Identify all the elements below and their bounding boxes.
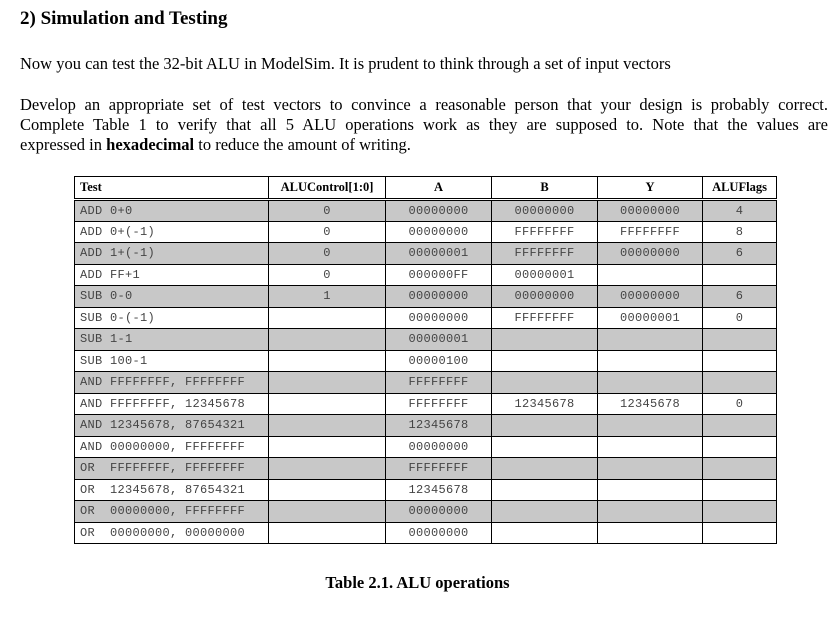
a-cell: 00000000 bbox=[386, 286, 492, 308]
aluflags-cell: 0 bbox=[703, 307, 777, 329]
instructions-paragraph bbox=[20, 95, 828, 155]
test-cell: AND FFFFFFFF, FFFFFFFF bbox=[75, 372, 269, 394]
y-cell: 12345678 bbox=[598, 393, 703, 415]
test-cell: SUB 0-(-1) bbox=[75, 307, 269, 329]
aluflags-cell bbox=[703, 372, 777, 394]
aluflags-cell: 0 bbox=[703, 393, 777, 415]
b-cell: 00000000 bbox=[492, 200, 598, 222]
y-cell bbox=[598, 372, 703, 394]
test-cell: ADD 0+(-1) bbox=[75, 221, 269, 243]
aluflags-cell: 8 bbox=[703, 221, 777, 243]
a-cell: FFFFFFFF bbox=[386, 458, 492, 480]
y-cell bbox=[598, 329, 703, 351]
alucontrol-cell bbox=[269, 501, 386, 523]
aluflags-cell: 6 bbox=[703, 286, 777, 308]
instructions-line-2: Complete Table 1 to verify that all 5 ALU operations work as they are supposed to. Note that the values are bbox=[20, 115, 828, 134]
a-cell: 00000000 bbox=[386, 522, 492, 544]
y-cell bbox=[598, 436, 703, 458]
alucontrol-cell bbox=[269, 415, 386, 437]
a-cell: 00000100 bbox=[386, 350, 492, 372]
y-cell bbox=[598, 479, 703, 501]
table-row bbox=[75, 200, 777, 222]
y-cell bbox=[598, 264, 703, 286]
test-cell: ADD 0+0 bbox=[75, 200, 269, 222]
table-row bbox=[75, 307, 777, 329]
alucontrol-cell bbox=[269, 372, 386, 394]
table-row bbox=[75, 522, 777, 544]
b-cell bbox=[492, 415, 598, 437]
header-y: Y bbox=[598, 177, 703, 200]
test-cell: AND 12345678, 87654321 bbox=[75, 415, 269, 437]
b-cell bbox=[492, 372, 598, 394]
b-cell: 00000000 bbox=[492, 286, 598, 308]
y-cell: 00000000 bbox=[598, 243, 703, 265]
test-cell: OR FFFFFFFF, FFFFFFFF bbox=[75, 458, 269, 480]
instructions-line-3-end: to reduce the amount of writing. bbox=[194, 135, 411, 154]
table-row bbox=[75, 350, 777, 372]
b-cell: 12345678 bbox=[492, 393, 598, 415]
header-aluflags: ALUFlags bbox=[703, 177, 777, 200]
b-cell: FFFFFFFF bbox=[492, 221, 598, 243]
y-cell: 00000001 bbox=[598, 307, 703, 329]
a-cell: FFFFFFFF bbox=[386, 372, 492, 394]
b-cell: FFFFFFFF bbox=[492, 307, 598, 329]
alu-operations-table bbox=[74, 176, 777, 544]
a-cell: 12345678 bbox=[386, 415, 492, 437]
test-cell: ADD FF+1 bbox=[75, 264, 269, 286]
y-cell: 00000000 bbox=[598, 286, 703, 308]
intro-paragraph: Now you can test the 32-bit ALU in ModelSim. It is prudent to think through a set of input vectors bbox=[20, 54, 671, 73]
table-row bbox=[75, 458, 777, 480]
table-row bbox=[75, 372, 777, 394]
aluflags-cell bbox=[703, 436, 777, 458]
header-test: Test bbox=[75, 177, 269, 200]
b-cell bbox=[492, 329, 598, 351]
alucontrol-cell bbox=[269, 436, 386, 458]
aluflags-cell bbox=[703, 350, 777, 372]
alucontrol-cell: 0 bbox=[269, 264, 386, 286]
alucontrol-cell bbox=[269, 479, 386, 501]
table-body bbox=[75, 200, 777, 544]
table-row bbox=[75, 501, 777, 523]
b-cell bbox=[492, 350, 598, 372]
aluflags-cell bbox=[703, 264, 777, 286]
b-cell: FFFFFFFF bbox=[492, 243, 598, 265]
section-heading: 2) Simulation and Testing bbox=[20, 8, 228, 29]
header-a: A bbox=[386, 177, 492, 200]
table-row bbox=[75, 393, 777, 415]
table-row bbox=[75, 221, 777, 243]
y-cell bbox=[598, 501, 703, 523]
test-cell: OR 00000000, 00000000 bbox=[75, 522, 269, 544]
alucontrol-cell bbox=[269, 329, 386, 351]
instructions-line-1: Develop an appropriate set of test vectors to convince a reasonable person that your design is probably correct. bbox=[20, 95, 828, 114]
alucontrol-cell bbox=[269, 522, 386, 544]
table-row bbox=[75, 436, 777, 458]
header-alucontrol: ALUControl[1:0] bbox=[269, 177, 386, 200]
aluflags-cell: 6 bbox=[703, 243, 777, 265]
test-cell: OR 12345678, 87654321 bbox=[75, 479, 269, 501]
test-cell: SUB 100-1 bbox=[75, 350, 269, 372]
test-cell: AND 00000000, FFFFFFFF bbox=[75, 436, 269, 458]
alucontrol-cell bbox=[269, 458, 386, 480]
b-cell bbox=[492, 501, 598, 523]
a-cell: FFFFFFFF bbox=[386, 393, 492, 415]
test-cell: SUB 0-0 bbox=[75, 286, 269, 308]
y-cell bbox=[598, 522, 703, 544]
alucontrol-cell: 0 bbox=[269, 243, 386, 265]
table-header-row bbox=[75, 177, 777, 200]
table-row bbox=[75, 264, 777, 286]
aluflags-cell bbox=[703, 458, 777, 480]
alucontrol-cell bbox=[269, 350, 386, 372]
alucontrol-cell bbox=[269, 307, 386, 329]
y-cell bbox=[598, 415, 703, 437]
aluflags-cell bbox=[703, 501, 777, 523]
a-cell: 00000000 bbox=[386, 221, 492, 243]
y-cell bbox=[598, 350, 703, 372]
y-cell: FFFFFFFF bbox=[598, 221, 703, 243]
table-row bbox=[75, 479, 777, 501]
y-cell: 00000000 bbox=[598, 200, 703, 222]
table-row bbox=[75, 329, 777, 351]
instructions-line-3 bbox=[20, 135, 828, 155]
table-row bbox=[75, 415, 777, 437]
hexadecimal-emphasis: hexadecimal bbox=[106, 135, 195, 154]
test-cell: AND FFFFFFFF, 12345678 bbox=[75, 393, 269, 415]
b-cell: 00000001 bbox=[492, 264, 598, 286]
table-row bbox=[75, 243, 777, 265]
alucontrol-cell: 0 bbox=[269, 200, 386, 222]
y-cell bbox=[598, 458, 703, 480]
table-row bbox=[75, 286, 777, 308]
test-cell: OR 00000000, FFFFFFFF bbox=[75, 501, 269, 523]
aluflags-cell bbox=[703, 479, 777, 501]
a-cell: 00000000 bbox=[386, 200, 492, 222]
b-cell bbox=[492, 436, 598, 458]
aluflags-cell bbox=[703, 415, 777, 437]
b-cell bbox=[492, 458, 598, 480]
b-cell bbox=[492, 479, 598, 501]
table-caption: Table 2.1. ALU operations bbox=[325, 573, 510, 592]
test-cell: ADD 1+(-1) bbox=[75, 243, 269, 265]
alucontrol-cell: 1 bbox=[269, 286, 386, 308]
test-cell: SUB 1-1 bbox=[75, 329, 269, 351]
b-cell bbox=[492, 522, 598, 544]
aluflags-cell bbox=[703, 329, 777, 351]
a-cell: 000000FF bbox=[386, 264, 492, 286]
header-b: B bbox=[492, 177, 598, 200]
instructions-line-3-start: expressed in bbox=[20, 135, 107, 154]
a-cell: 00000001 bbox=[386, 243, 492, 265]
a-cell: 12345678 bbox=[386, 479, 492, 501]
a-cell: 00000000 bbox=[386, 501, 492, 523]
alucontrol-cell bbox=[269, 393, 386, 415]
a-cell: 00000001 bbox=[386, 329, 492, 351]
a-cell: 00000000 bbox=[386, 307, 492, 329]
alucontrol-cell: 0 bbox=[269, 221, 386, 243]
aluflags-cell bbox=[703, 522, 777, 544]
aluflags-cell: 4 bbox=[703, 200, 777, 222]
a-cell: 00000000 bbox=[386, 436, 492, 458]
